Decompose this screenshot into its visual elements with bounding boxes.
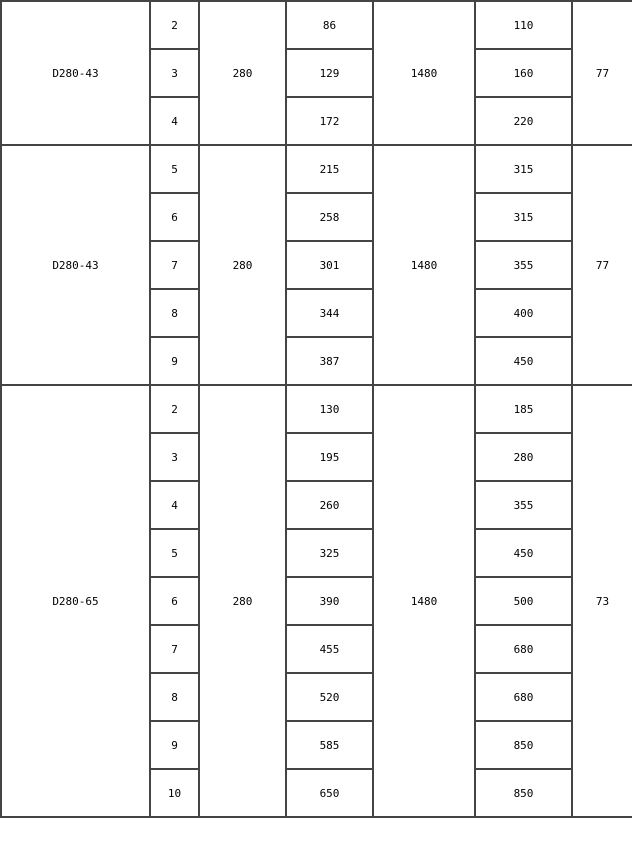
head-cell: 86 xyxy=(286,1,373,49)
stages-cell: 2 xyxy=(150,1,199,49)
power-cell: 220 xyxy=(475,97,572,145)
stages-cell: 7 xyxy=(150,625,199,673)
speed-cell: 1480 xyxy=(373,385,475,817)
stages-cell: 4 xyxy=(150,481,199,529)
head-cell: 387 xyxy=(286,337,373,385)
efficiency-cell: 77 xyxy=(572,1,632,145)
table-row xyxy=(1,145,632,193)
power-cell: 280 xyxy=(475,433,572,481)
speed-cell: 1480 xyxy=(373,1,475,145)
stages-cell: 8 xyxy=(150,673,199,721)
head-cell: 130 xyxy=(286,385,373,433)
head-cell: 390 xyxy=(286,577,373,625)
power-cell: 850 xyxy=(475,769,572,817)
flow-cell: 280 xyxy=(199,1,286,145)
stages-cell: 6 xyxy=(150,577,199,625)
head-cell: 325 xyxy=(286,529,373,577)
head-cell: 585 xyxy=(286,721,373,769)
power-cell: 315 xyxy=(475,145,572,193)
flow-cell: 280 xyxy=(199,145,286,385)
head-cell: 260 xyxy=(286,481,373,529)
speed-cell: 1480 xyxy=(373,145,475,385)
head-cell: 258 xyxy=(286,193,373,241)
head-cell: 301 xyxy=(286,241,373,289)
power-cell: 315 xyxy=(475,193,572,241)
flow-cell: 280 xyxy=(199,385,286,817)
head-cell: 344 xyxy=(286,289,373,337)
spec-table-body xyxy=(1,1,632,817)
model-cell: D280-43 xyxy=(1,145,150,385)
head-cell: 455 xyxy=(286,625,373,673)
stages-cell: 10 xyxy=(150,769,199,817)
power-cell: 680 xyxy=(475,625,572,673)
stages-cell: 3 xyxy=(150,49,199,97)
head-cell: 129 xyxy=(286,49,373,97)
model-cell: D280-43 xyxy=(1,1,150,145)
stages-cell: 8 xyxy=(150,289,199,337)
power-cell: 680 xyxy=(475,673,572,721)
power-cell: 400 xyxy=(475,289,572,337)
stages-cell: 4 xyxy=(150,97,199,145)
power-cell: 355 xyxy=(475,481,572,529)
stages-cell: 6 xyxy=(150,193,199,241)
model-cell: D280-65 xyxy=(1,385,150,817)
table-row xyxy=(1,1,632,49)
stages-cell: 7 xyxy=(150,241,199,289)
power-cell: 110 xyxy=(475,1,572,49)
head-cell: 195 xyxy=(286,433,373,481)
power-cell: 355 xyxy=(475,241,572,289)
power-cell: 450 xyxy=(475,337,572,385)
stages-cell: 5 xyxy=(150,145,199,193)
stages-cell: 2 xyxy=(150,385,199,433)
head-cell: 172 xyxy=(286,97,373,145)
table-row xyxy=(1,385,632,433)
stages-cell: 5 xyxy=(150,529,199,577)
power-cell: 185 xyxy=(475,385,572,433)
stages-cell: 9 xyxy=(150,337,199,385)
head-cell: 520 xyxy=(286,673,373,721)
efficiency-cell: 73 xyxy=(572,385,632,817)
power-cell: 450 xyxy=(475,529,572,577)
power-cell: 160 xyxy=(475,49,572,97)
stages-cell: 3 xyxy=(150,433,199,481)
power-cell: 500 xyxy=(475,577,572,625)
head-cell: 650 xyxy=(286,769,373,817)
stages-cell: 9 xyxy=(150,721,199,769)
efficiency-cell: 77 xyxy=(572,145,632,385)
head-cell: 215 xyxy=(286,145,373,193)
power-cell: 850 xyxy=(475,721,572,769)
